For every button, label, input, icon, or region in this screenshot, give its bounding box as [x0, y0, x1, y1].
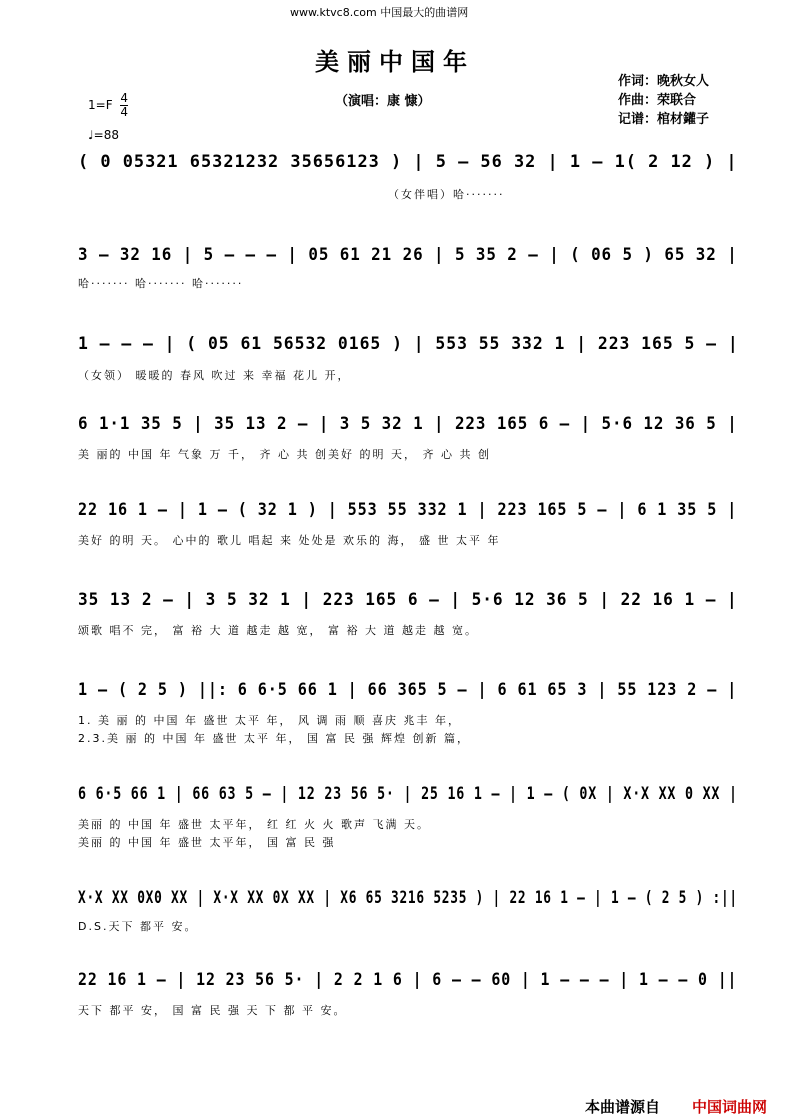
time-signature [120, 92, 128, 119]
notes: ( 0 05321 65321232 35656123 ) | 5 — 56 32 | 1 — 1( 2 12 ) | [78, 152, 738, 172]
lyric-line: 哈······· 哈······· 哈······· [78, 277, 244, 290]
time-numerator: 4 [120, 91, 129, 105]
notes: 6 1·1 35 5 | 35 13 2 — | 3 5 32 1 | 223 165 6 — | 5·6 12 36 5 | [78, 414, 738, 434]
notes: 6 6·5 66 1 | 66 63 5 — | 12 23 56 5· | 25 16 1 — | 1 — ( 0X | X·X XX 0 XX | [78, 784, 738, 804]
credits [618, 72, 709, 129]
lyric-line: 天下 都平 安， 国 富 民 强 天 下 都 平 安。 [78, 1004, 347, 1017]
footer-brand-link[interactable]: 中国词曲网 [692, 1098, 768, 1116]
lyric-line: 美好 的明 天。 心中的 歌儿 唱起 来 处处是 欢乐的 海， 盛 世 太平 年 [78, 534, 501, 547]
transcriber: 记谱：棺材鑵子 [618, 112, 710, 127]
lyric-line: 美丽 的 中国 年 盛世 太平年， 红 红 火 火 歌声 飞满 天。 [78, 818, 430, 831]
lyricist: 作词：晚秋女人 [618, 74, 710, 89]
notes: 22 16 1 — | 1 — ( 32 1 ) | 553 55 332 1 | 223 165 5 — | 6 1 35 5 | [78, 500, 738, 520]
lyric-line: 2.3.美 丽 的 中国 年 盛世 太平 年， 国 富 民 强 辉煌 创新 篇， [78, 732, 470, 745]
lyric-line: 美 丽的 中国 年 气象 万 千， 齐 心 共 创美好 的明 天， 齐 心 共 创 [78, 448, 491, 461]
notes: 35 13 2 — | 3 5 32 1 | 223 165 6 — | 5·6 12 36 5 | 22 16 1 — | [78, 590, 738, 610]
song-title: 美丽中国年 [315, 48, 475, 76]
notes: 22 16 1 — | 12 23 56 5· | 2 2 1 6 | 6 — — 60 | 1 — — — | 1 — — 0 || [78, 970, 738, 990]
notes: 3 — 32 16 | 5 — — — | 05 61 21 26 | 5 35 2 — | ( 06 5 ) 65 32 | [78, 245, 738, 265]
key-signature [88, 92, 128, 119]
singer-line: （演唱：康 慷） [335, 94, 431, 109]
footer-source: 本曲谱源自 [585, 1098, 661, 1116]
notes: 1 — — — | ( 05 61 56532 0165 ) | 553 55 332 1 | 223 165 5 — | [78, 334, 739, 354]
notes: X·X XX 0X0 XX | X·X XX 0X XX | X6 65 3216 5235 ) | 22 16 1 — | 1 — ( 2 5 ) :|| [78, 888, 738, 908]
lyric-line: （女领） 暖暖的 春风 吹过 来 幸福 花儿 开， [78, 369, 351, 382]
lyric-line: D.S.天下 都平 安。 [78, 920, 198, 933]
key-label: 1=F [88, 98, 113, 112]
lyric-line: （女伴唱）哈······· [388, 188, 505, 201]
lyric-line: 1. 美 丽 的 中国 年 盛世 太平 年， 风 调 雨 顺 喜庆 兆丰 年， [78, 714, 461, 727]
notes: 1 — ( 2 5 ) ||: 6 6·5 66 1 | 66 365 5 — | 6 61 65 3 | 55 123 2 — | [78, 680, 738, 700]
tempo-mark: ♩=88 [88, 128, 119, 142]
lyric-line: 美丽 的 中国 年 盛世 太平年， 国 富 民 强 [78, 836, 336, 849]
site-header: www.ktvc8.com 中国最大的曲谱网 [290, 6, 469, 19]
composer: 作曲：荣联合 [618, 93, 697, 108]
time-denominator: 4 [120, 105, 129, 119]
lyric-line: 颂歌 唱不 完， 富 裕 大 道 越走 越 宽， 富 裕 大 道 越走 越 宽。 [78, 624, 478, 637]
